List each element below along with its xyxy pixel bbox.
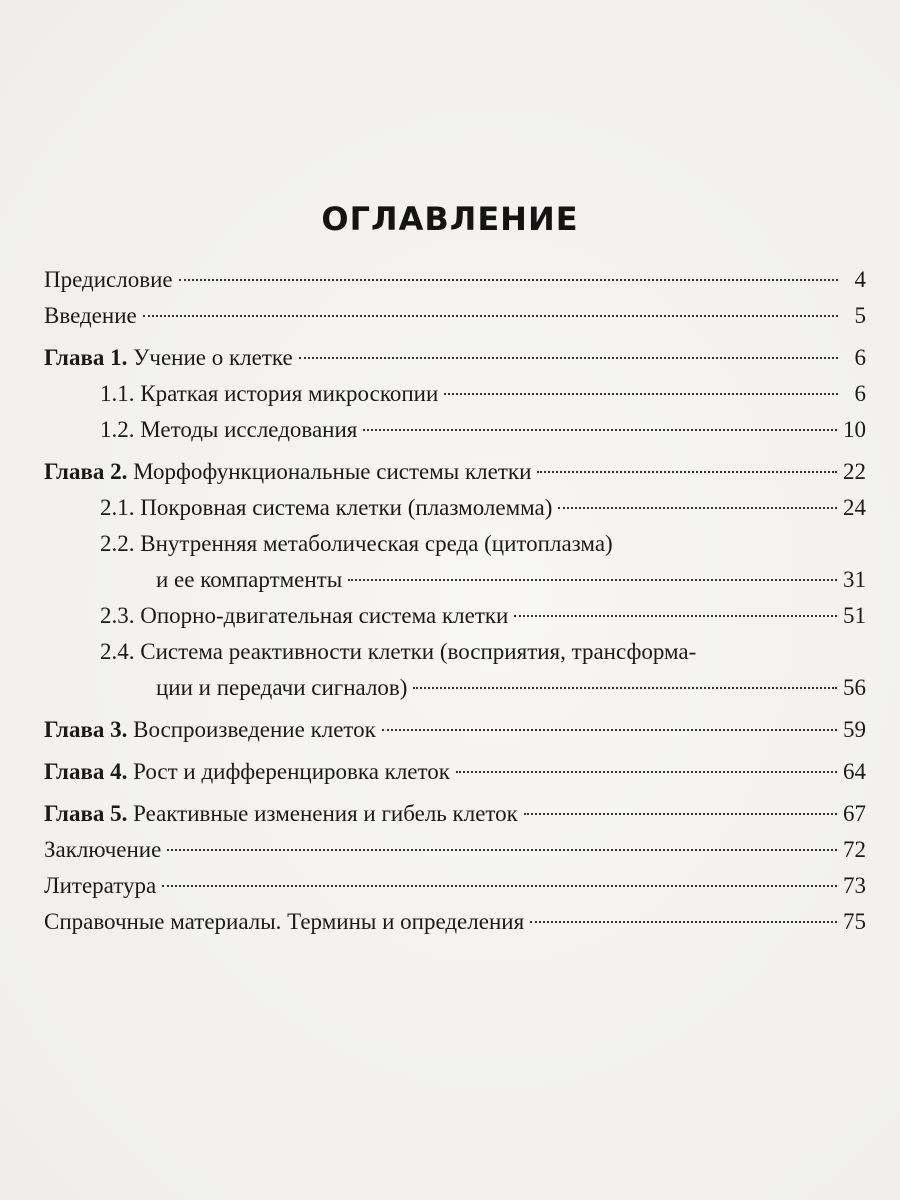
dot-leader [456, 771, 837, 773]
dot-leader [363, 429, 837, 431]
page-number: 59 [843, 717, 866, 742]
entry-label: 2.1. Покровная система клетки (плазмолемма) [100, 495, 553, 520]
entry-label [44, 712, 376, 748]
dot-leader [179, 279, 838, 281]
page-number: 75 [843, 909, 866, 934]
toc-entry-section-2-1[interactable] [44, 490, 866, 526]
page-number: 67 [843, 801, 866, 826]
entry-label: Введение [44, 303, 137, 328]
table-of-contents [44, 262, 866, 940]
entry-label-line-1: 2.2. Внутренняя метаболическая среда (цитоплазма) [100, 531, 613, 556]
page-number: 6 [854, 381, 866, 406]
dot-leader [524, 813, 837, 815]
chapter-prefix: Глава 1. [44, 345, 128, 370]
entry-label [44, 340, 293, 376]
chapter-prefix: Глава 3. [44, 717, 128, 742]
dot-leader [299, 357, 838, 359]
toc-entry-literature[interactable] [44, 868, 866, 904]
entry-label-continuation [44, 562, 866, 598]
page-number: 64 [843, 759, 866, 784]
toc-entry-intro[interactable] [44, 298, 866, 334]
page-number: 10 [843, 417, 866, 442]
chapter-prefix: Глава 2. [44, 459, 128, 484]
entry-label [44, 754, 450, 790]
toc-entry-preface[interactable] [44, 262, 866, 298]
entry-label: 1.1. Краткая история микроскопии [100, 381, 439, 406]
toc-entry-chapter-5[interactable] [44, 796, 866, 832]
page-number: 51 [843, 603, 866, 628]
page-number: 72 [843, 837, 866, 862]
dot-leader [530, 921, 837, 923]
entry-label-line-1: 2.4. Система реактивности клетки (восприятия, трансформа- [100, 639, 697, 664]
dot-leader [167, 849, 837, 851]
chapter-title: Рост и дифференцировка клеток [133, 759, 450, 784]
entry-label-line-2: и ее компартменты [156, 567, 343, 592]
dot-leader [444, 393, 838, 395]
toc-entry-chapter-1[interactable] [44, 340, 866, 376]
entry-label: Предисловие [44, 267, 173, 292]
page-number: 4 [854, 267, 866, 292]
dot-leader [514, 615, 837, 617]
toc-entry-section-2-2[interactable] [44, 526, 866, 598]
entry-label [44, 796, 518, 832]
toc-entry-section-2-3[interactable] [44, 598, 866, 634]
dot-leader [143, 315, 838, 317]
toc-entry-conclusion[interactable] [44, 832, 866, 868]
entry-label: Литература [44, 873, 157, 898]
chapter-title: Реактивные изменения и гибель клеток [133, 801, 518, 826]
toc-entry-section-1-2[interactable] [44, 412, 866, 448]
toc-entry-chapter-2[interactable] [44, 454, 866, 490]
dot-leader [348, 579, 837, 581]
chapter-title: Воспроизведение клеток [133, 717, 376, 742]
page-number: 5 [854, 303, 866, 328]
page-number: 56 [843, 675, 866, 700]
toc-entry-reference[interactable] [44, 904, 866, 940]
chapter-prefix: Глава 4. [44, 759, 128, 784]
page-number: 22 [843, 459, 866, 484]
page-number: 24 [843, 495, 866, 520]
entry-label: 1.2. Методы исследования [100, 417, 358, 442]
page-number: 73 [843, 873, 866, 898]
toc-entry-section-2-4[interactable] [44, 634, 866, 706]
dot-leader [382, 729, 837, 731]
entry-label: Заключение [44, 837, 162, 862]
chapter-title: Учение о клетке [133, 345, 293, 370]
toc-entry-chapter-3[interactable] [44, 712, 866, 748]
entry-label-continuation [44, 670, 866, 706]
entry-label: Справочные материалы. Термины и определения [44, 909, 525, 934]
entry-label [44, 454, 531, 490]
dot-leader [162, 885, 837, 887]
page-number: 31 [843, 567, 866, 592]
dot-leader [558, 507, 837, 509]
dot-leader [537, 471, 837, 473]
dot-leader [413, 687, 837, 689]
entry-label-line-2: ции и передачи сигналов) [156, 675, 408, 700]
chapter-prefix: Глава 5. [44, 801, 128, 826]
page-number: 6 [854, 345, 866, 370]
toc-entry-chapter-4[interactable] [44, 754, 866, 790]
toc-entry-section-1-1[interactable] [44, 376, 866, 412]
page-title: ОГЛАВЛЕНИЕ [321, 200, 579, 238]
chapter-title: Морфофункциональные системы клетки [133, 459, 532, 484]
entry-label: 2.3. Опорно-двигательная система клетки [100, 603, 509, 628]
